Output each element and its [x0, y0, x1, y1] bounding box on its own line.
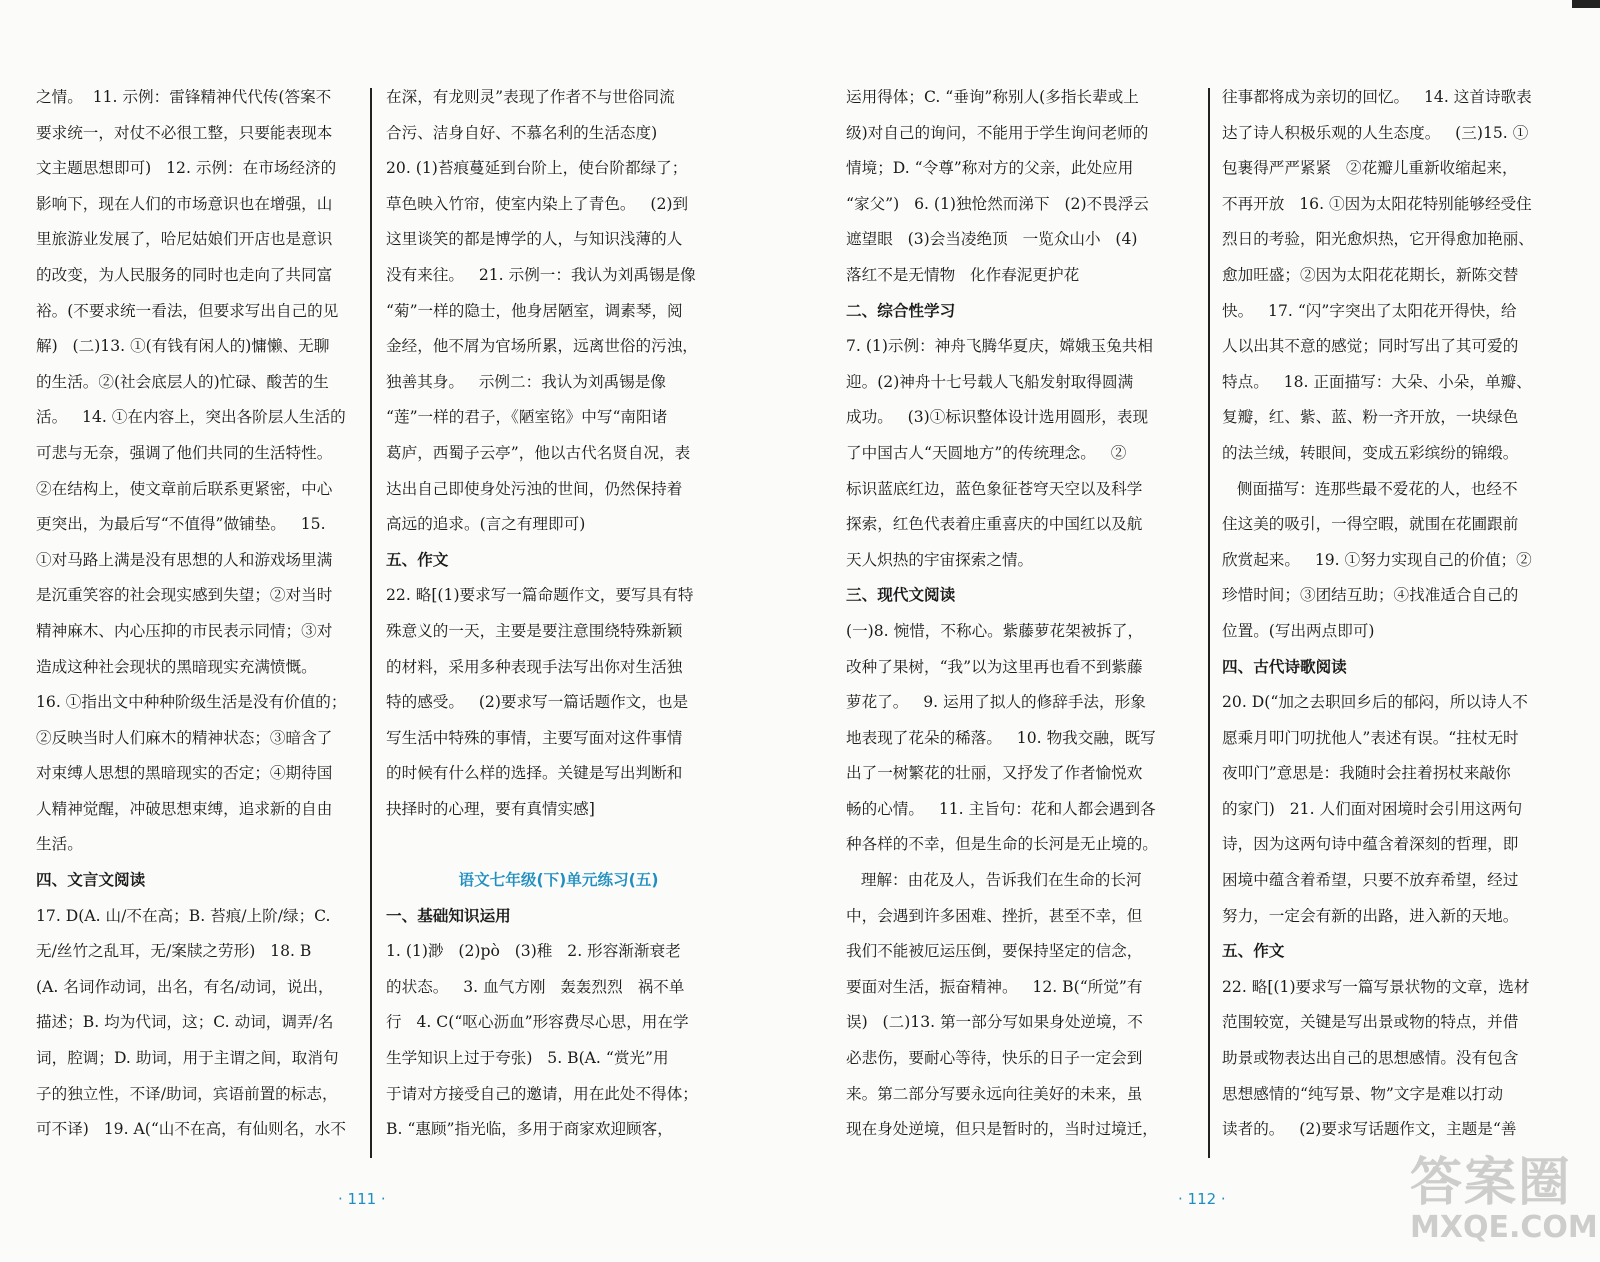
answer-line: 可不译) 19. A(“山不在高，有仙则名，水不	[36, 1120, 346, 1139]
answer-line: 欣赏起来。 19. ①努力实现自己的价值；②	[1222, 550, 1532, 569]
answer-line: 文主题思想即可) 12. 示例：在市场经济的	[36, 159, 337, 178]
answer-line: 特的感受。 (2)要求写一篇话题作文，也是	[386, 693, 689, 712]
answer-line: 包裹得严严紧紧 ②花瓣儿重新收缩起来，	[1222, 159, 1518, 178]
answer-line: 位置。(写出两点即可)	[1222, 621, 1375, 640]
answer-line: 出了一树繁花的壮丽，又抒发了作者愉悦欢	[846, 764, 1143, 783]
answer-line: 词，腔调；D. 助词，用于主谓之间，取消句	[36, 1049, 339, 1068]
answer-line: 探索，红色代表着庄重喜庆的中国红以及航	[846, 515, 1143, 534]
answer-line: 迎。(2)神舟十七号载人飞船发射取得圆满	[846, 372, 1134, 391]
answer-line: 现在身处逆境，但只是暂时的，当时过境迁，	[846, 1120, 1158, 1139]
answer-line: 16. ①指出文中种种阶级生活是没有价值的；	[36, 693, 347, 712]
answer-line: 草色映入竹帘，使室内染上了青色。 (2)到	[386, 194, 689, 213]
answer-line: 20. D(“加之去职回乡后的郁闷，所以诗人不	[1222, 693, 1528, 712]
answer-line: 于请对方接受自己的邀请，用在此处不得体；	[386, 1084, 698, 1103]
answer-line	[386, 827, 731, 863]
answer-line: 精神麻木、内心压抑的市民表示同情；③对	[36, 621, 333, 640]
answer-line: 的改变，为人民服务的同时也走向了共同富	[36, 265, 333, 284]
section-heading: 五、作文	[1222, 942, 1285, 961]
answer-line: 写生活中特殊的事情，主要写面对这件事情	[386, 728, 683, 747]
answer-line: 不再开放 16. ①因为太阳花特别能够经受住	[1222, 194, 1532, 213]
answer-line: 了中国古人“天圆地方”的传统理念。 ②	[846, 443, 1127, 462]
answer-line: 生活。	[36, 835, 83, 854]
answer-line: 标识蓝底红边，蓝色象征苍穹天空以及科学	[846, 479, 1143, 498]
answer-line: 住这美的吸引，一得空暇，就围在花圃跟前	[1222, 515, 1519, 534]
answer-line: 没有来往。 21. 示例一：我认为刘禹锡是像	[386, 265, 696, 284]
answer-line: 20. (1)苔痕蔓延到台阶上，使台阶都绿了；	[386, 159, 688, 178]
answer-line: 侧面描写：连那些最不爱花的人，也经不	[1222, 479, 1518, 498]
answer-line: 中，会遇到许多困难、挫折，甚至不幸，但	[846, 906, 1143, 925]
watermark-logo	[1380, 1140, 1598, 1250]
answer-line: 困境中蕴含着希望，只要不放弃希望，经过	[1222, 871, 1519, 890]
answer-line: 情境；D. “令尊”称对方的父亲，此处应用	[846, 159, 1134, 178]
answer-line: 里旅游业发展了，哈尼姑娘们开店也是意识	[36, 230, 333, 249]
answer-line: 裕。(不要求统一看法，但要求写出自己的见	[36, 301, 339, 320]
answer-line: 解) (二)13. ①(有钱有闲人的)慵懒、无聊	[36, 337, 330, 356]
answer-line: 来。第二部分写要永远向往美好的未来，虽	[846, 1084, 1143, 1103]
answer-line: 葛庐，西蜀子云亭”，他以古代名贤自况，表	[386, 443, 691, 462]
answer-line: 往事都将成为亲切的回忆。 14. 这首诗歌表	[1222, 88, 1532, 106]
watermark-url: MXQE.COM	[1410, 1210, 1598, 1245]
answer-line: 复瓣，红、紫、蓝、粉一齐开放，一块绿色	[1222, 408, 1519, 427]
answer-line: 要求统一，对仗不必很工整，只要能表现本	[36, 123, 333, 142]
answer-line: 天人炽热的宇宙探索之情。	[846, 550, 1034, 569]
section-heading: 三、现代文阅读	[846, 586, 956, 605]
section-heading: 五、作文	[386, 550, 449, 569]
section-heading: 二、综合性学习	[846, 301, 956, 320]
answer-line: 描述；B. 均为代词，这；C. 动词，调弄/名	[36, 1013, 334, 1032]
answer-line: ②反映当时人们麻木的精神状态；③暗含了	[36, 728, 333, 747]
answer-line: “家父”) 6. (1)独怆然而涕下 (2)不畏浮云	[846, 194, 1149, 213]
column-divider	[370, 88, 372, 1158]
answer-line: 行 4. C(“呕心沥血”形容费尽心思，用在学	[386, 1013, 689, 1032]
answer-line: 的法兰绒，转眼间，变成五彩缤纷的锦缎。	[1222, 443, 1519, 462]
answer-line: 这里谈笑的都是博学的人，与知识浅薄的人	[386, 230, 683, 249]
answer-line: 我们不能被厄运压倒，要保持坚定的信念，	[846, 942, 1143, 961]
answer-line: 落红不是无情物 化作春泥更护花	[846, 265, 1080, 284]
answer-line: 愿乘月叩门叨扰他人”表述有误。“拄杖无时	[1222, 728, 1519, 747]
section-heading: 一、基础知识运用	[386, 906, 511, 925]
answer-line: 殊意义的一天，主要是要注意围绕特殊新颖	[386, 621, 683, 640]
corner-mark	[1572, 0, 1600, 8]
answer-line: 人以出其不意的感觉；同时写出了其可爱的	[1222, 337, 1519, 356]
answer-line: 助景或物表达出自己的思想感情。没有包含	[1222, 1049, 1519, 1068]
answer-line: 影响下，现在人们的市场意识也在增强，山	[36, 194, 333, 213]
answer-line: 遮望眼 (3)会当凌绝顶 一览众山小 (4)	[846, 230, 1138, 249]
answer-line: 夜叩门”意思是：我随时会拄着拐杖来敲你	[1222, 764, 1511, 783]
answer-line: 读者的。 (2)要求写话题作文，主题是“善	[1222, 1120, 1517, 1139]
answer-line: 活。 14. ①在内容上，突出各阶层人生活的	[36, 408, 346, 427]
column-1	[36, 80, 366, 1148]
answer-line: 无/丝竹之乱耳，无/案牍之劳形) 18. B	[36, 942, 312, 961]
answer-line: ①对马路上满是没有思想的人和游戏场里满	[36, 550, 333, 569]
answer-line: “莲”一样的君子，《陋室铭》中写“南阳诸	[386, 408, 668, 427]
answer-line: 22. 略[(1)要求写一篇写景状物的文章，选材	[1222, 977, 1530, 996]
answer-line: 22. 略[(1)要求写一篇命题作文，要写具有特	[386, 586, 694, 605]
answer-line: 改种了果树，“我”以为这里再也看不到紫藤	[846, 657, 1143, 676]
answer-line: 可悲与无奈，强调了他们共同的生活特性。	[36, 443, 333, 462]
answer-line: 1. (1)渺 (2)pò (3)稚 2. 形容渐渐衰老	[386, 942, 681, 961]
column-4	[1222, 80, 1572, 1148]
answer-line: 生学知识上过于夸张) 5. B(A. “赏光”用	[386, 1049, 669, 1068]
watermark-text: 答案圈	[1410, 1153, 1573, 1213]
answer-line: 金经，他不屑为官场所累，远离世俗的污浊，	[386, 337, 698, 356]
answer-line: 抉择时的心理，要有真情实感]	[386, 799, 595, 818]
answer-line: 级)对自己的询问，不能用于学生询问老师的	[846, 123, 1149, 142]
answer-line: 愈加旺盛；②因为太阳花花期长，新陈交替	[1222, 265, 1519, 284]
answer-line: (一)8. 惋惜，不称心。紫藤萝花架被拆了，	[846, 621, 1144, 640]
answer-line: 达了诗人积极乐观的人生态度。 (三)15. ①	[1222, 123, 1529, 142]
answer-line: 高远的追求。(言之有理即可)	[386, 515, 586, 534]
answer-line: 更突出，为最后写“不值得”做铺垫。 15.	[36, 515, 326, 534]
answer-line: “菊”一样的隐士，他身居陋室，调素琴，阅	[386, 301, 683, 320]
answer-line: 地表现了花朵的稀落。 10. 物我交融，既写	[846, 728, 1156, 747]
answer-line: 成功。 (3)①标识整体设计选用圆形，表现	[846, 408, 1149, 427]
answer-line: 种各样的不幸，但是生命的长河是无止境的。	[846, 835, 1158, 854]
answer-line: (A. 名词作动词，出名，有名/动词，说出，	[36, 977, 334, 996]
answer-line: 7. (1)示例：神舟飞腾华夏庆，嫦娥玉兔共相	[846, 337, 1154, 356]
section-heading: 四、文言文阅读	[36, 871, 146, 890]
section-heading: 四、古代诗歌阅读	[1222, 657, 1347, 676]
answer-line: 对束缚人思想的黑暗现实的否定；④期待国	[36, 764, 333, 783]
answer-line: 在深，有龙则灵”表现了作者不与世俗同流	[386, 88, 675, 106]
answer-line: 子的独立性，不译/助词，宾语前置的标志，	[36, 1084, 338, 1103]
answer-line: 必悲伤，要耐心等待，快乐的日子一定会到	[846, 1049, 1143, 1068]
answer-line: 思想感情的“纯写景、物”文字是难以打动	[1222, 1084, 1504, 1103]
answer-line: 理解：由花及人，告诉我们在生命的长河	[846, 871, 1142, 890]
answer-line: 造成这种社会现状的黑暗现实充满愤慨。	[36, 657, 317, 676]
answer-line: 误) (二)13. 第一部分写如果身处逆境，不	[846, 1013, 1143, 1032]
column-divider	[1208, 88, 1210, 1158]
answer-line: 快。 17. “闪”字突出了太阳花开得快，给	[1222, 301, 1517, 320]
answer-line: 特点。 18. 正面描写：大朵、小朵，单瓣、	[1222, 372, 1532, 391]
answer-line: 的家门) 21. 人们面对困境时会引用这两句	[1222, 799, 1523, 818]
answer-line: 珍惜时间；③团结互助；④找准适合自己的	[1222, 586, 1519, 605]
column-3	[846, 80, 1191, 1148]
page-number-right: · 112 ·	[1178, 1190, 1226, 1208]
answer-line: 的生活。②(社会底层人的)忙碌、酸苦的生	[36, 372, 329, 391]
answer-line: ②在结构上，使文章前后联系更紧密，中心	[36, 479, 333, 498]
answer-line: 畅的心情。 11. 主旨句：花和人都会遇到各	[846, 799, 1156, 818]
answer-line: 萝花了。 9. 运用了拟人的修辞手法，形象	[846, 693, 1146, 712]
answer-line: 要面对生活，振奋精神。 12. B(“所觉”有	[846, 977, 1143, 996]
answer-line: 诗，因为这两句诗中蕴含着深刻的哲理，即	[1222, 835, 1519, 854]
answer-line: B. “惠顾”指光临，多用于商家欢迎顾客，	[386, 1120, 673, 1139]
answer-line: 的时候有什么样的选择。关键是写出判断和	[386, 764, 683, 783]
answer-line: 运用得体；C. “垂询”称别人(多指长辈或上	[846, 88, 1139, 106]
answer-line: 人精神觉醒，冲破思想束缚，追求新的自由	[36, 799, 333, 818]
column-2	[386, 80, 731, 1148]
answer-line: 的状态。 3. 血气方刚 轰轰烈烈 祸不单	[386, 977, 685, 996]
answer-line: 努力，一定会有新的出路，进入新的天地。	[1222, 906, 1519, 925]
answer-line: 之情。 11. 示例：雷锋精神代代传(答案不	[36, 88, 332, 106]
page-number-left: · 111 ·	[338, 1190, 386, 1208]
unit-title: 语文七年级(下)单元练习(五)	[458, 871, 659, 890]
answer-line: 达出自己即使身处污浊的世间，仍然保持着	[386, 479, 683, 498]
answer-line: 17. D(A. 山/不在高；B. 苔痕/上阶/绿；C.	[36, 906, 331, 925]
answer-line: 烈日的考验，阳光愈炽热，它开得愈加艳丽、	[1222, 230, 1534, 249]
answer-line: 独善其身。 示例二：我认为刘禹锡是像	[386, 372, 666, 391]
answer-line: 是沉重笑容的社会现实感到失望；②对当时	[36, 586, 333, 605]
answer-line: 合污、洁身自好、不慕名利的生活态度)	[386, 123, 658, 142]
answer-line: 的材料，采用多种表现手法写出你对生活独	[386, 657, 683, 676]
answer-line: 范围较宽，关键是写出景或物的特点，并借	[1222, 1013, 1519, 1032]
